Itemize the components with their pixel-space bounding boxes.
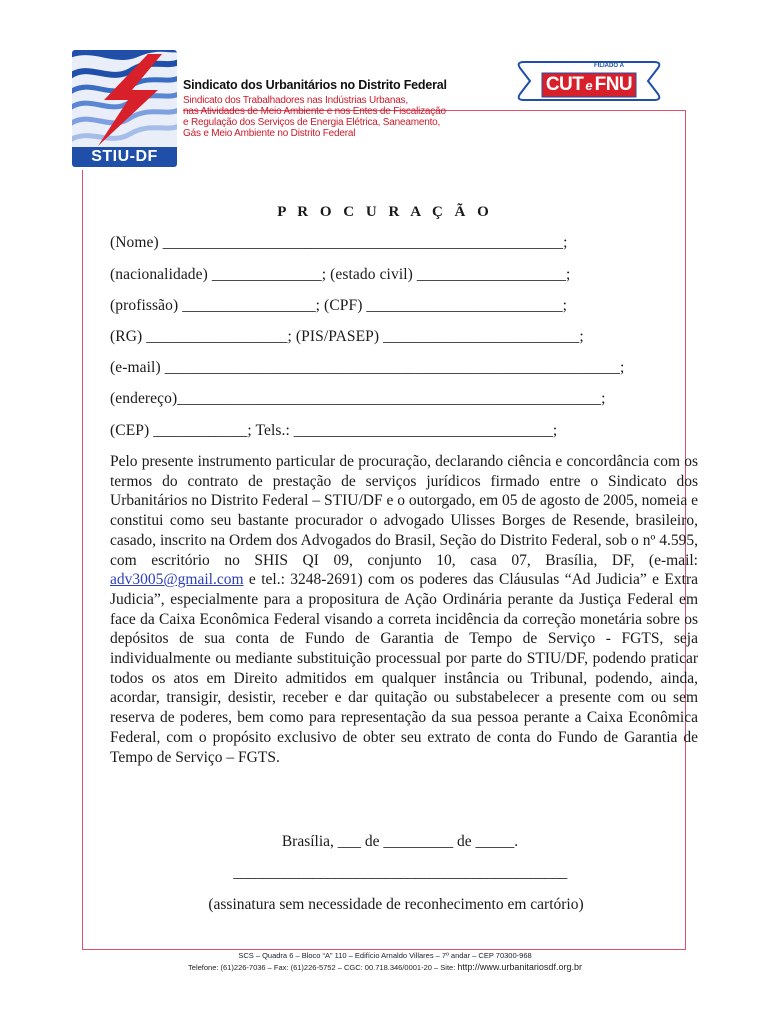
org-name: Sindicato dos Urbanitários no Distrito Federal [183,78,447,92]
email-field[interactable]: (e-mail) __________________________________________________________; [110,359,625,376]
cep-phone-field[interactable]: (CEP) ____________; Tels.: _________________________________; [110,422,558,439]
cut-label: CUT [545,74,584,95]
footer-contact [0,962,770,972]
org-sub-line: e Regulação dos Serviços de Energia Elétrica, Saneamento, [183,117,441,128]
attorney-email-link[interactable]: adv3005@gmail.com [110,571,244,589]
address-field[interactable]: (endereço)______________________________________________________; [110,390,606,407]
footer-site-link[interactable]: http://www.urbanitariosdf.org.br [457,962,582,972]
document-title: P R O C U R A Ç Ã O [277,204,493,220]
logo-text: STIU-DF [91,148,158,165]
profession-cpf-field[interactable]: (profissão) _________________; (CPF) _________________________; [110,297,568,314]
footer-address: SCS – Quadra 6 – Bloco “A” 110 – Edifício Arnaldo Villares – 7º andar – CEP 70300-968 [238,951,532,960]
signature-caption: (assinatura sem necessidade de reconhecimento em cartório) [208,896,584,913]
signature-line[interactable]: ______________________________________________ [233,864,567,881]
cut-fnu-affiliation-badge [516,60,662,102]
stiu-df-logo [70,48,179,169]
power-of-attorney-text [110,452,698,767]
header-text [183,78,447,139]
date-line[interactable]: Brasília, ___ de _________ de _____. [281,833,519,850]
body-text-part2: e tel.: 3248-2691) com os poderes das Cláusulas “Ad Judicia” e Extra Judicia”, especialmente para a propositura de Ação Ordinária perante da Justiça Federal em face da Caixa Econômica Federal visando a correta incidência da correção monetária sobre os depósitos de sua conta de Fundo de Garantia de Tempo de Serviço - FGTS, seja individualmente ou mediante substituição processual por parte do STIU/DF, podendo praticar todos os atos em Direito admitidos em qualquer instância ou Tribunal, podendo, ainda, acordar, transigir, desistir, receber e dar quitação ou substabelecer a presente com ou sem reserva de poderes, bem como para representação da sua pessoa perante a Caixa Econômica Federal, com o propósito exclusivo de obter seu extrato de conta do Fundo de Garantia de Tempo de Serviço – FGTS. [110,571,698,766]
frame-bottom-border [82,949,686,950]
org-sub-line: Sindicato dos Trabalhadores nas Indústrias Urbanas, [183,95,408,106]
name-field[interactable]: (Nome) ___________________________________________________; [110,234,568,251]
rg-pis-field[interactable]: (RG) __________________; (PIS/PASEP) _________________________; [110,328,584,345]
and-label: e [585,77,593,93]
footer-contact-text: Telefone: (61)226-7036 – Fax: (61)226-5752 – CGC: 00.718.346/0001-20 – Site: [188,963,458,972]
body-text-part1: Pelo presente instrumento particular de procuração, declarando ciência e concordância com os termos do contrato de prestação de serviços jurídicos firmado entre o Sindicato dos Urbanitários no Distrito Federal – STIU/DF e o outorgado, em 05 de agosto de 2005, nomeia e constitui como seu bastante procurador o advogado Ulisses Borges de Resende, brasileiro, casado, inscrito na Ordem dos Advogados do Brasil, Seção do Distrito Federal, sob o nº 4.595, com escritório no SHIS QI 09, conjunto 10, casa 07, Brasília, DF, (e-mail: [110,453,698,569]
org-sub-line: nas Atividades de Meio Ambiente e nos Entes de Fiscalização [183,106,446,117]
org-sub-line: Gás e Meio Ambiente no Distrito Federal [183,128,356,139]
fnu-label: FNU [594,74,633,95]
nationality-marital-field[interactable]: (nacionalidade) ______________; (estado civil) ___________________; [110,266,571,283]
affiliation-top-label: FILIADO À [594,63,624,69]
